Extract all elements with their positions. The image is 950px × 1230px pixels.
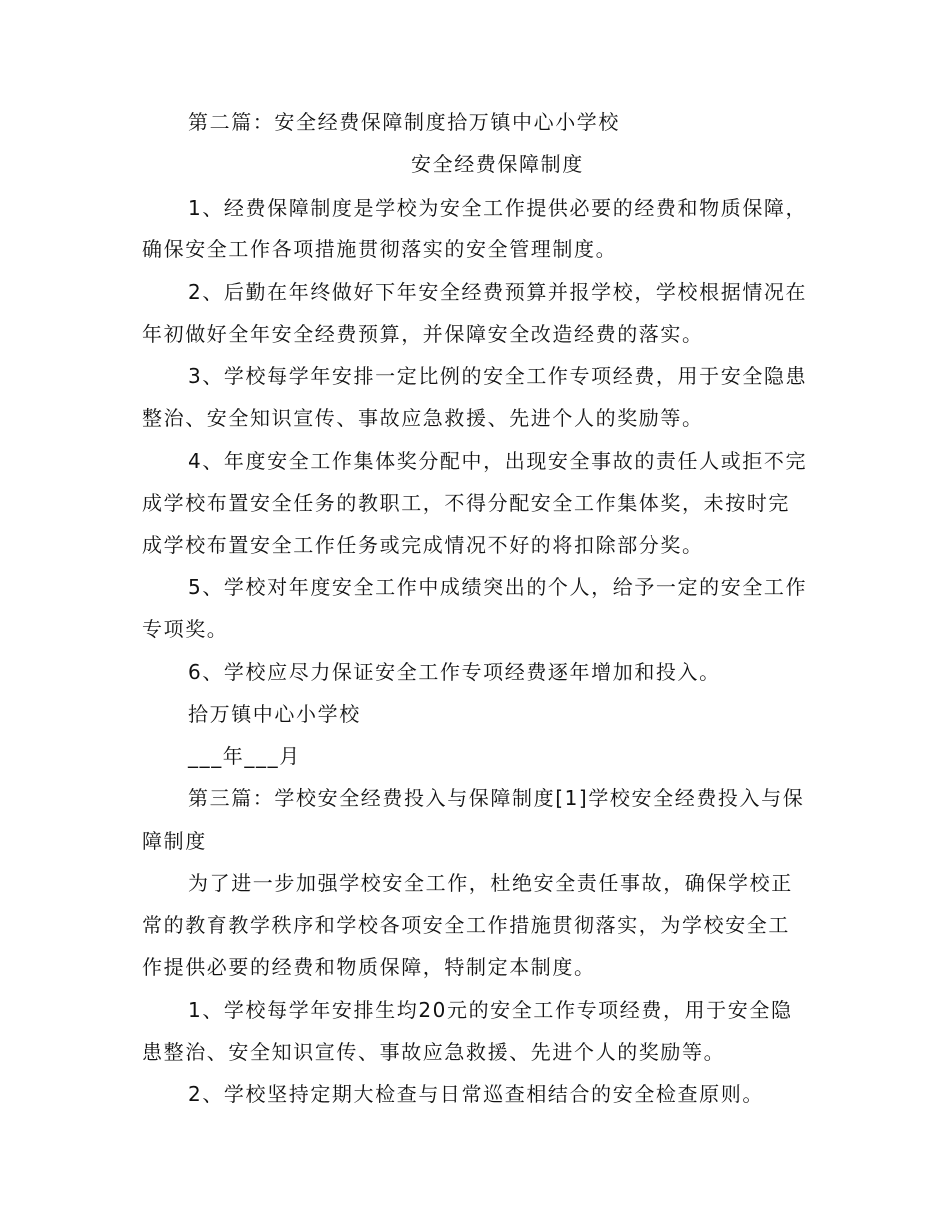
paragraph-line: 年初做好全年安全经费预算，并保障安全改造经费的落实。 [142,322,704,346]
paragraph-line: 为了进一步加强学校安全工作，杜绝安全责任事故，确保学校正 [188,871,793,895]
paragraph-line: 3、学校每学年安排一定比例的安全工作专项经费，用于安全隐患 [188,364,808,388]
paragraph-line: 2、学校坚持定期大检查与日常巡查相结合的安全检查原则。 [188,1082,764,1106]
paragraph-line: 1、学校每学年安排生均20元的安全工作专项经费，用于安全隐 [188,998,793,1022]
paragraph-line: 患整治、安全知识宣传、事故应急救援、先进个人的奖励等。 [142,1040,726,1064]
paragraph-line: 整治、安全知识宣传、事故应急救援、先进个人的奖励等。 [142,406,704,430]
paragraph-line: 1、经费保障制度是学校为安全工作提供必要的经费和物质保障， [188,196,808,220]
paragraph-line: 成学校布置安全工作任务或完成情况不好的将扣除部分奖。 [142,533,704,557]
section-heading-3: 第三篇：学校安全经费投入与保障制度[1]学校安全经费投入与保 [188,786,805,810]
paragraph-line: 专项奖。 [142,617,229,641]
paragraph-line: 4、年度安全工作集体奖分配中，出现安全事故的责任人或拒不完 [188,449,808,473]
paragraph-line: 确保安全工作各项措施贯彻落实的安全管理制度。 [142,237,618,261]
signature-date: ___年___月 [188,744,301,768]
paragraph-line: 5、学校对年度安全工作中成绩突出的个人，给予一定的安全工作 [188,575,808,599]
paragraph-line: 障制度 [142,829,207,853]
signature-school: 拾万镇中心小学校 [188,702,361,726]
paragraph-line: 作提供必要的经费和物质保障，特制定本制度。 [142,955,596,979]
paragraph-line: 2、后勤在年终做好下年安全经费预算并报学校，学校根据情况在 [188,280,808,304]
paragraph-line: 成学校布置安全任务的教职工，不得分配安全工作集体奖，未按时完 [142,491,790,515]
paragraph-line: 6、学校应尽力保证安全工作专项经费逐年增加和投入。 [188,660,721,684]
section-heading-2: 第二篇：安全经费保障制度拾万镇中心小学校 [188,110,620,134]
paragraph-line: 常的教育教学秩序和学校各项安全工作措施贯彻落实，为学校安全工 [142,913,790,937]
regulation-title: 安全经费保障制度 [411,152,584,176]
